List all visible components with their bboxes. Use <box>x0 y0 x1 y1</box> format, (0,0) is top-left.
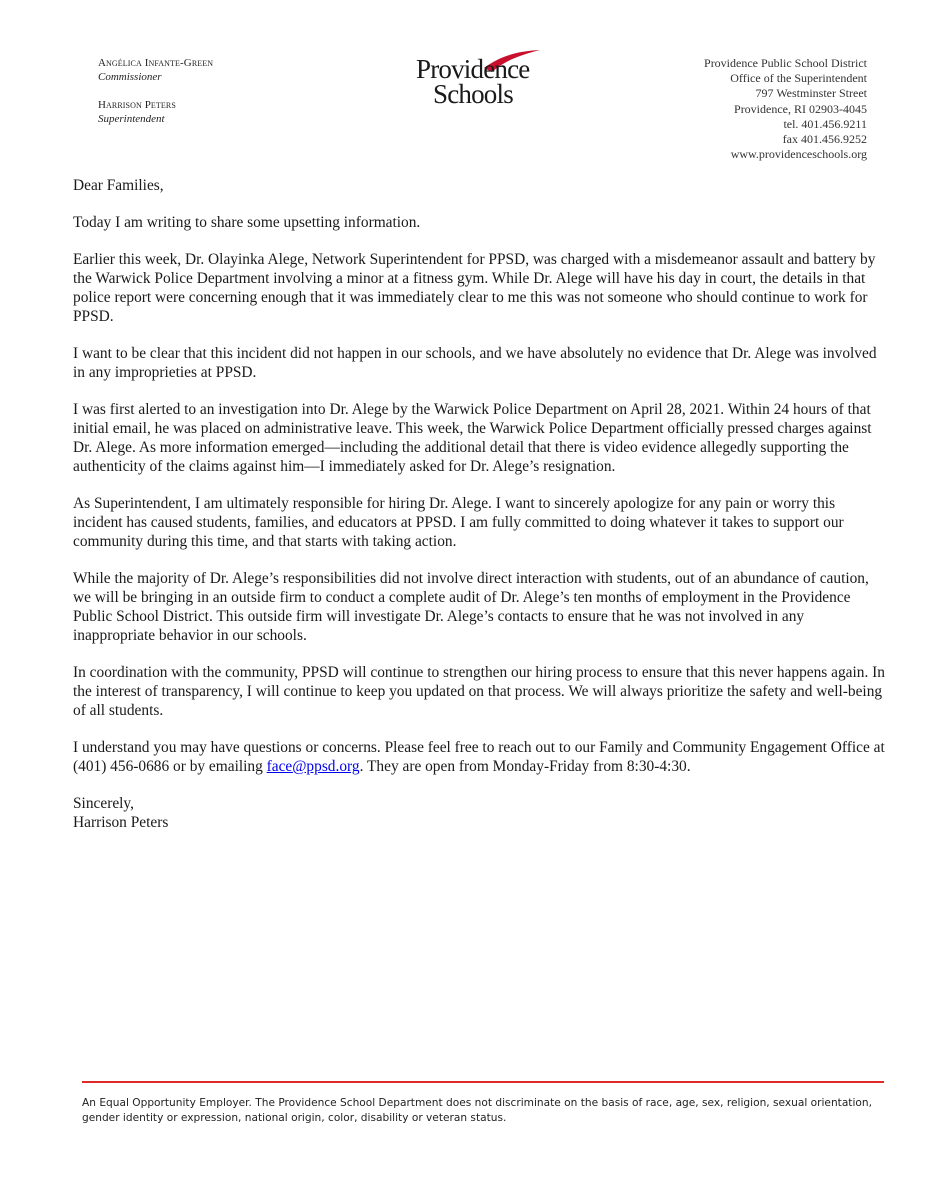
paragraph-8-before: I understand you may have questions or concerns. Please feel free to reach out to our Family and Community Engagement Office at (401) 456-0686 or by emailing <box>73 739 885 775</box>
paragraph-8-after: . They are open from Monday-Friday from 8:30-4:30. <box>359 758 691 775</box>
greeting: Dear Families, <box>73 177 164 194</box>
commissioner-block <box>98 56 338 84</box>
paragraph-4: I was first alerted to an investigation into Dr. Alege by the Warwick Police Department on April 28, 2021. Within 24 hours of that initial email, he was placed on administrative leave. This week, the Warwick Police Department officially pressed charges against Dr. Alege. As more information emerged—including the additional detail that there is video evidence allegedly supporting the authenticity of the claims against him—I immediately asked for Dr. Alege’s resignation. <box>73 401 872 475</box>
superintendent-block <box>98 98 338 126</box>
commissioner-name: Angélica Infante-Green <box>98 57 214 69</box>
logo-word-providence: Providence <box>416 54 530 84</box>
city-state-zip: Providence, RI 02903-4045 <box>734 101 867 116</box>
paragraph-7: In coordination with the community, PPSD will continue to strengthen our hiring process to ensure that this never happens again. In the interest of transparency, I will continue to keep you updated on that process. We will always prioritize the safety and well-being of all students. <box>73 664 885 719</box>
fax: fax 401.456.9252 <box>782 132 867 147</box>
telephone: tel. 401.456.9211 <box>783 116 867 131</box>
commissioner-title: Commissioner <box>98 71 162 83</box>
equal-opportunity-statement: An Equal Opportunity Employer. The Providence School Department does not discriminate on the basis of race, age, sex, religion, sexual orientation, gender identity or expression, national origin, color, disability or veteran status. <box>82 1097 872 1124</box>
providence-schools-logo <box>400 48 560 118</box>
office-name: Office of the Superintendent <box>730 71 867 86</box>
district-name: Providence Public School District <box>704 56 867 70</box>
paragraph-6: While the majority of Dr. Alege’s responsibilities did not involve direct interaction with students, out of an abundance of caution, we will be bringing in an outside firm to conduct a complete audit of Dr. Alege’s ten months of employment in the Providence Public School District. This outside firm will investigate Dr. Alege’s contacts to ensure that he was not involved in any inappropriate behavior in our schools. <box>73 570 869 644</box>
leadership-block <box>98 56 338 126</box>
paragraph-8 <box>73 738 885 776</box>
logo-word-schools: Schools <box>433 79 513 109</box>
footer-divider <box>82 1081 884 1083</box>
street-address: 797 Westminster Street <box>755 86 867 101</box>
superintendent-name: Harrison Peters <box>98 99 176 111</box>
closing-block <box>73 794 885 832</box>
website: www.providenceschools.org <box>730 147 867 162</box>
signature: Harrison Peters <box>73 814 169 831</box>
paragraph-3: I want to be clear that this incident did not happen in our schools, and we have absolutely no evidence that Dr. Alege was involved in any improprieties at PPSD. <box>73 345 877 381</box>
paragraph-2: Earlier this week, Dr. Olayinka Alege, Network Superintendent for PPSD, was charged with a misdemeanor assault and battery by the Warwick Police Department involving a minor at a fitness gym. While Dr. Alege will have his day in court, the details in that police report were concerning enough that it was immediately clear to me this was not someone who should continue to work for PPSD. <box>73 251 876 325</box>
paragraph-1: Today I am writing to share some upsetting information. <box>73 214 421 231</box>
district-address-block <box>567 56 867 162</box>
paragraph-5: As Superintendent, I am ultimately responsible for hiring Dr. Alege. I want to sincerely apologize for any pain or worry this incident has caused students, families, and educators at PPSD. I am fully committed to doing whatever it takes to support our community during this time, and that starts with taking action. <box>73 495 844 550</box>
superintendent-title: Superintendent <box>98 113 165 125</box>
letter-body <box>73 176 885 832</box>
email-link[interactable]: face@ppsd.org <box>266 758 360 775</box>
closing: Sincerely, <box>73 795 134 812</box>
